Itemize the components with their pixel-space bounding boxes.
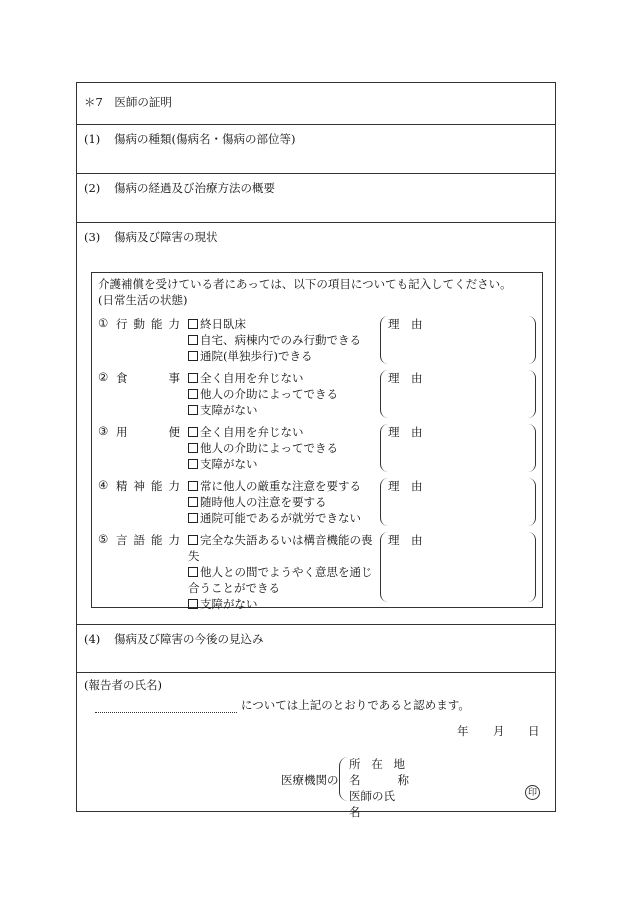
section-label: 傷病の経過及び治療方法の概要 (114, 181, 275, 195)
checkbox-option[interactable]: 終日臥床 (188, 316, 376, 332)
checkbox-icon[interactable] (188, 497, 198, 507)
certification-statement: については上記のとおりであると認めます。 (241, 698, 470, 712)
checkbox-option[interactable]: 自宅、病棟内でのみ行動できる (188, 332, 376, 348)
item-label: 用便 (116, 425, 180, 439)
checkbox-option[interactable]: 他人との間でようやく意思を通じ合うことができる (188, 565, 373, 595)
checkbox-icon[interactable] (188, 389, 198, 399)
checkbox-icon[interactable] (188, 535, 198, 545)
section-number: (1) (84, 132, 101, 146)
right-parenthesis (527, 316, 536, 364)
reason-field[interactable] (380, 532, 536, 602)
status-intro-text: 介護補償を受けている者にあっては、以下の項目についても記入してください。 (98, 277, 512, 291)
date-year-label: 年 (457, 724, 469, 738)
section-number: (2) (84, 181, 101, 195)
right-parenthesis (527, 370, 536, 418)
reason-field[interactable] (380, 370, 536, 418)
reason-label: 理 由 (388, 371, 423, 385)
item-number: ④ (98, 478, 109, 492)
checkbox-icon[interactable] (188, 335, 198, 345)
checkbox-option[interactable]: 全く自用を弁じない (188, 370, 376, 386)
checkbox-option[interactable]: 支障がない (188, 402, 376, 418)
item-label: 言語能力 (116, 533, 180, 547)
institution-name-label: 名称 (349, 773, 409, 787)
section-number: (3) (84, 230, 101, 244)
right-parenthesis (527, 532, 536, 602)
checkbox-icon[interactable] (188, 513, 198, 523)
section-number: (4) (84, 632, 101, 646)
checkbox-icon[interactable] (188, 567, 198, 577)
reason-label: 理 由 (388, 317, 423, 331)
checkbox-icon[interactable] (188, 427, 198, 437)
reason-field[interactable] (380, 316, 536, 364)
checkbox-option[interactable]: 他人の介助によってできる (188, 440, 376, 456)
section-prognosis[interactable] (77, 625, 555, 673)
item-label: 食事 (116, 371, 180, 385)
reason-label: 理 由 (388, 533, 423, 547)
seal-icon: 印 (525, 785, 540, 800)
checkbox-option[interactable]: 他人の介助によってできる (188, 386, 376, 402)
reason-label: 理 由 (388, 425, 423, 439)
checkbox-option[interactable]: 随時他人の注意を要する (188, 494, 376, 510)
checkbox-option[interactable]: 全く自用を弁じない (188, 424, 376, 440)
item-number: ⑤ (98, 532, 109, 546)
institution-address-label: 所在地 (349, 757, 405, 771)
daily-life-status-box (91, 272, 543, 611)
checkbox-option[interactable]: 常に他人の厳重な注意を要する (188, 478, 376, 494)
checkbox-option[interactable]: 支障がない (188, 596, 376, 612)
certificate-header-row (77, 83, 555, 125)
date-day-label: 日 (528, 724, 540, 738)
checkbox-option[interactable]: 支障がない (188, 456, 376, 472)
right-parenthesis (527, 424, 536, 472)
certificate-title: ＊7 医師の証明 (84, 95, 172, 109)
checkbox-option[interactable]: 通院可能であるが就労できない (188, 510, 376, 526)
section-injury-type[interactable] (77, 125, 555, 174)
checkbox-icon[interactable] (188, 319, 198, 329)
checkbox-icon[interactable] (188, 373, 198, 383)
reporter-name-label: (報告者の氏名) (84, 678, 162, 692)
date-month-label: 月 (493, 724, 505, 738)
item-number: ③ (98, 424, 109, 438)
checkbox-icon[interactable] (188, 351, 198, 361)
item-label: 行動能力 (116, 317, 180, 331)
checkbox-icon[interactable] (188, 443, 198, 453)
status-subheading: (日常生活の状態) (98, 293, 188, 307)
curly-brace-icon (339, 757, 348, 801)
checkbox-icon[interactable] (188, 599, 198, 609)
right-parenthesis (527, 478, 536, 526)
checkbox-icon[interactable] (188, 459, 198, 469)
section-treatment-overview[interactable] (77, 174, 555, 223)
item-label: 精神能力 (116, 479, 180, 493)
section-label: 傷病及び障害の現状 (114, 230, 218, 244)
section-label: 傷病及び障害の今後の見込み (114, 632, 264, 646)
reason-field[interactable] (380, 424, 536, 472)
medical-institution-label: 医療機関の (281, 773, 339, 787)
checkbox-option[interactable]: 完全な失語あるいは構音機能の喪失 (188, 533, 373, 563)
doctor-name-label: 医師の氏名 (349, 789, 395, 819)
section-label: 傷病の種類(傷病名・傷病の部位等) (114, 132, 296, 146)
reporter-name-field[interactable] (95, 712, 237, 713)
checkbox-icon[interactable] (188, 481, 198, 491)
reason-label: 理 由 (388, 479, 423, 493)
doctor-certificate-form (76, 82, 556, 819)
item-number: ① (98, 316, 109, 330)
reason-field[interactable] (380, 478, 536, 526)
checkbox-option[interactable]: 通院(単独歩行)できる (188, 348, 376, 364)
checkbox-icon[interactable] (188, 405, 198, 415)
item-number: ② (98, 370, 109, 384)
